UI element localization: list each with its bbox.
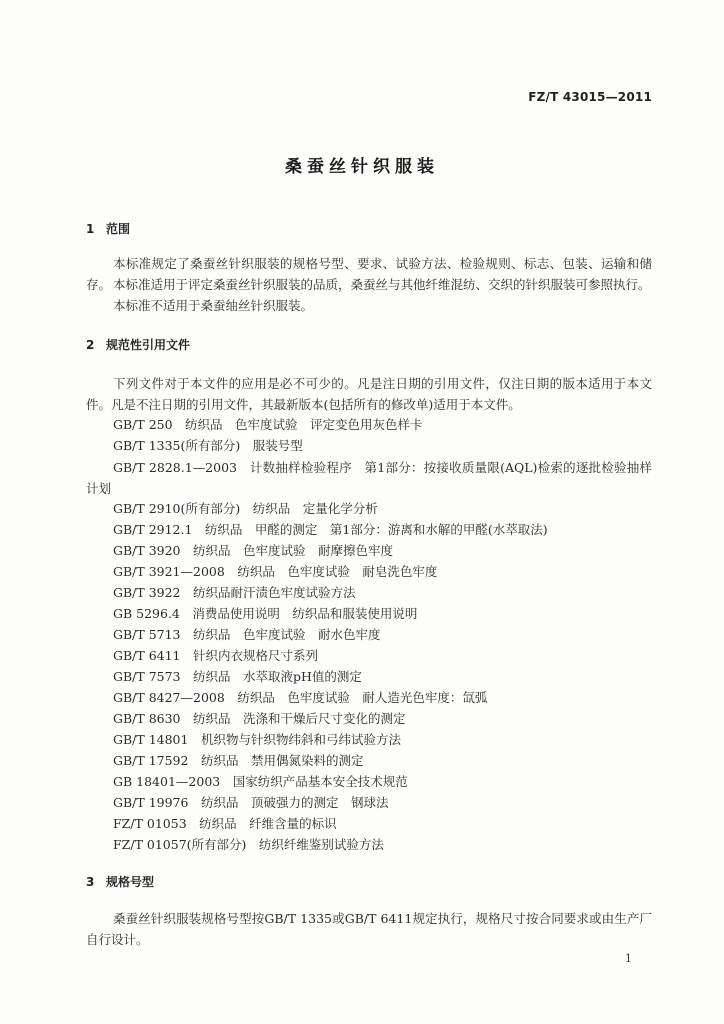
section-3-para: 桑蚕丝针织服装规格号型按GB/T 1335或GB/T 6411规定执行，规格尺寸按合同要求或由生产厂自行设计。 [86,911,652,947]
ref-item: GB/T 6411 针织内衣规格尺寸系列 [113,648,319,663]
ref-item: GB/T 2912.1 纺织品 甲醛的测定 第1部分：游离和水解的甲醛(水萃取法) [113,522,548,537]
ref-item: GB/T 1335(所有部分) 服装号型 [113,438,303,453]
section-3-heading [86,873,154,890]
ref-item: GB/T 8630 纺织品 洗涤和干燥后尺寸变化的测定 [113,711,406,726]
section-2-title: 规范性引用文件 [106,338,191,352]
section-1-para-2: 本标准适用于评定桑蚕丝针织服装的品质，桑蚕丝与其他纤维混纺、交织的针织服装可参照执行。 [113,277,651,292]
ref-item: FZ/T 01057(所有部分) 纺织纤维鉴别试验方法 [113,837,384,852]
ref-item: GB 18401—2003 国家纺织产品基本安全技术规范 [113,774,408,789]
ref-item: GB/T 3922 纺织品耐汗渍色牢度试验方法 [113,585,356,600]
ref-item: GB/T 8427—2008 纺织品 色牢度试验 耐人造光色牢度：氙弧 [113,690,488,705]
ref-item: GB/T 7573 纺织品 水萃取液pH值的测定 [113,669,362,684]
document-title: 桑蚕丝针织服装 [285,157,439,177]
ref-item: GB/T 3921—2008 纺织品 色牢度试验 耐皂洗色牢度 [113,564,438,579]
section-1-para-1: 本标准规定了桑蚕丝针织服装的规格号型、要求、试验方法、检验规则、标志、包装、运输和储存。 [86,256,652,292]
section-2-number: 2 [86,338,95,352]
ref-item: GB/T 250 纺织品 色牢度试验 评定变色用灰色样卡 [113,417,423,432]
ref-item: FZ/T 01053 纺织品 纤维含量的标识 [113,816,337,831]
section-2-heading [86,336,190,353]
section-3-title: 规格号型 [106,875,155,889]
section-1-heading [86,220,130,237]
ref-item: GB 5296.4 消费品使用说明 纺织品和服装使用说明 [113,606,418,621]
section-1-title: 范围 [106,222,131,236]
ref-item-long: GB/T 2828.1—2003 计数抽样检验程序 第1部分：按接收质量限(AQL)检索的逐批检验抽样计划 [86,460,652,496]
ref-item: GB/T 14801 机织物与针织物纬斜和弓纬试验方法 [113,732,401,747]
section-3-number: 3 [86,875,95,889]
section-1-para-3: 本标准不适用于桑蚕䌷丝针织服装。 [113,298,314,313]
ref-item: GB/T 19976 纺织品 顶破强力的测定 钢球法 [113,795,389,810]
ref-item: GB/T 5713 纺织品 色牢度试验 耐水色牢度 [113,627,381,642]
section-1-number: 1 [86,222,95,236]
standard-code: FZ/T 43015—2011 [528,90,652,104]
ref-item: GB/T 2910(所有部分) 纺织品 定量化学分析 [113,501,378,516]
ref-item: GB/T 17592 纺织品 禁用偶氮染料的测定 [113,753,364,768]
page-number: 1 [625,952,632,965]
section-2-intro: 下列文件对于本文件的应用是必不可少的。凡是注日期的引用文件，仅注日期的版本适用于本文件。凡是不注日期的引用文件，其最新版本(包括所有的修改单)适用于本文件。 [86,376,652,412]
ref-item: GB/T 3920 纺织品 色牢度试验 耐摩擦色牢度 [113,543,394,558]
